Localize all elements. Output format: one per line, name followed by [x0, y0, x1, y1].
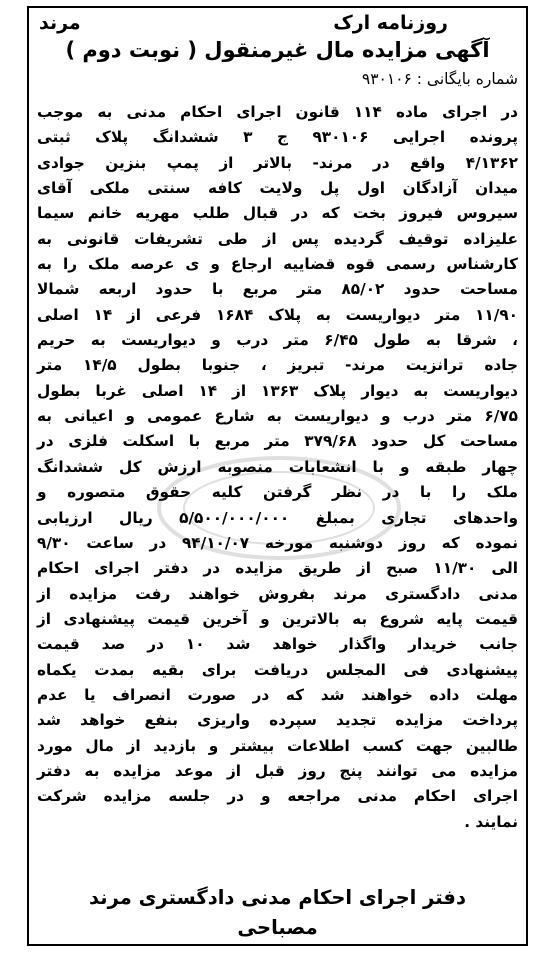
body-line: جانب خریدار واگذار خواهد شد ۱۰ در صد قیمت	[37, 635, 518, 654]
body-line: مساحت کل حدود ۳۷۹/۶۸ متر مربع با اسکلت فلزی در	[37, 432, 518, 451]
body-line: طالبین جهت کسب اطلاعات بیشتر و بازدید از مال مورد	[37, 736, 518, 755]
body-line: نمایند .	[464, 812, 518, 831]
body-line: مساحت حدود ۸۵/۰۲ متر مربع با حدود اربعه شمالا	[37, 280, 518, 299]
city-name: مرند	[39, 12, 81, 34]
notice-body	[37, 100, 518, 835]
body-line: علیزاده توقیف گردیده پس از طی تشریفات قانونی به	[37, 229, 518, 248]
body-line: چهار طبقه و با انشعابات منصوبه ارزش کل ششدانگ	[37, 457, 518, 476]
newspaper-name: روزنامه ارک	[333, 12, 448, 34]
body-line: مهلت داده خواهند شد که در صورت انصراف یا عدم	[37, 685, 518, 704]
body-line: ۱۱/۹۰ متر دیواریست به پلاک ۱۶۸۴ فرعی از ۱۴ اصلی	[37, 305, 519, 324]
body-line: پرونده اجرایی ۹۳۰۱۰۶ ج ۳ ششدانگ پلاک ثبتی	[37, 128, 518, 147]
notice-header	[37, 12, 518, 38]
notice-frame	[27, 6, 528, 946]
body-line: در اجرای ماده ۱۱۴ قانون اجرای احکام مدنی به موجب	[37, 103, 518, 121]
body-line: پیشنهادی فی المجلس دریافت برای بقیه بمدت یکماه	[37, 660, 518, 679]
body-line: مدنی دادگستری مرند بفروش خواهند رفت مزایده از	[37, 584, 518, 603]
notice-title: آگهی مزایده مال غیرمنقول ( نوبت دوم )	[65, 38, 490, 62]
body-line: ملک را با در نظر گرفتن کلیه حقوق متصوره و	[37, 483, 518, 502]
body-line: اجرای احکام مدنی مراجعه و در جلسه مزایده شرکت	[37, 787, 518, 806]
body-line: دیواریست به دیوار پلاک ۱۳۶۳ از ۱۴ اصلی غربا بطول	[37, 381, 519, 400]
body-line: واحدهای تجاری بمبلغ ۵/۵۰۰/۰۰۰/۰۰۰ ریال ارزیابی	[37, 508, 519, 527]
body-line: کارشناس رسمی قوه قضاییه ارجاع و ی عرصه ملک را به	[37, 255, 518, 274]
body-line: ۶/۷۵ متر درب و دیواریست به شارع عمومی و اعیانی به	[37, 407, 518, 426]
signature-office: دفتر اجرای احکام مدنی دادگستری مرند	[89, 886, 466, 909]
body-line: میدان آزادگان اول پل ولایت کافه سنتی ملکی آقای	[37, 179, 518, 198]
body-line: مزایده می توانند پنج روز قبل از موعد مزایده به دفتر	[37, 761, 518, 780]
body-line: ، شرقا به طول ۶/۴۵ متر درب و دیواریست به حریم	[37, 331, 518, 350]
body-line: الی ۱۱/۳۰ صبح از طریق مزایده در دفتر اجرای احکام	[37, 559, 519, 578]
signature-name: مصباحی	[237, 916, 318, 939]
body-line: جاده ترانزیت مرند- تبریز ، جنوبا بطول ۱۴/۵ متر	[37, 356, 518, 375]
archive-number: شماره بایگانی : ۹۳۰۱۰۶	[361, 70, 518, 88]
body-line: سیروس فیروز بخت که در قبال طلب مهریه خانم سیما	[37, 204, 518, 223]
body-line: پرداخت مزایده تجدید سپرده واریزی بنفع خواهد شد	[37, 711, 518, 730]
body-line: قیمت پایه شروع به بالاترین و آخرین قیمت پیشنهادی از	[37, 609, 518, 628]
body-line: نموده که روز دوشنبه مورخه ۹۴/۱۰/۰۷ در ساعت ۹/۳۰	[37, 533, 519, 552]
body-line: ۴/۱۳۶۲ واقع در مرند- بالاتر از پمپ بنزین جوادی	[37, 153, 518, 172]
